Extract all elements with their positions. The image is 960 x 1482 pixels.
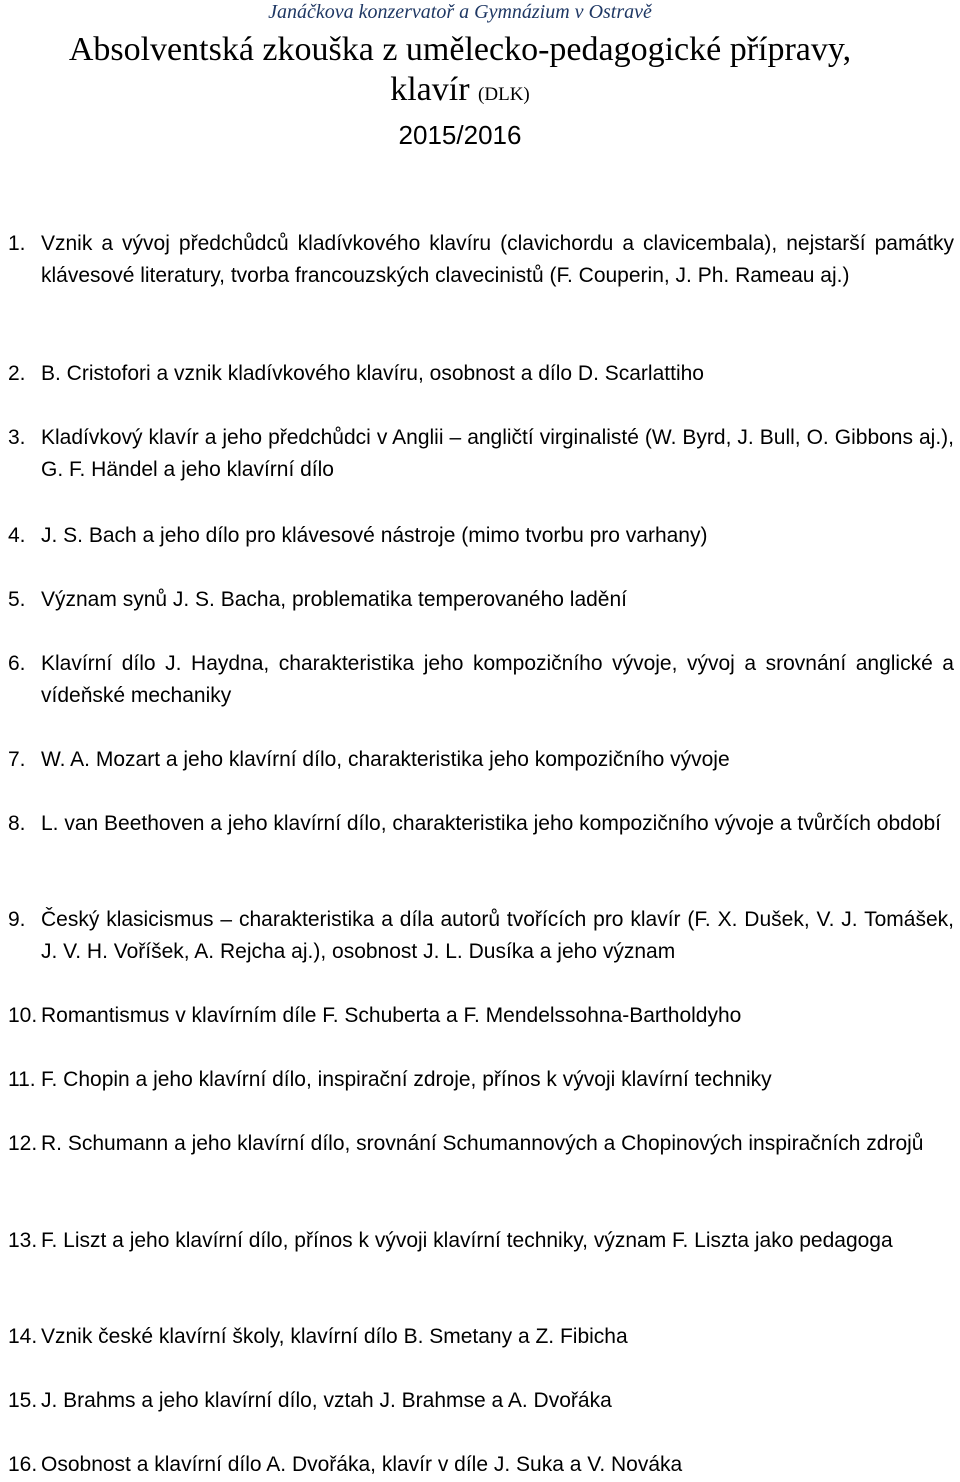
- topic-text: R. Schumann a jeho klavírní dílo, srovnání Schumannových a Chopinových inspiračních zdrojů: [41, 1132, 924, 1155]
- topic-text: B. Cristofori a vznik kladívkového klavíru, osobnost a dílo D. Scarlattiho: [41, 362, 704, 385]
- topic-number: 9.: [8, 908, 26, 931]
- topic-item: [8, 904, 954, 967]
- exam-title: [0, 30, 920, 115]
- school-name: Janáčkova konzervatoř a Gymnázium v Ostravě: [268, 1, 652, 23]
- topic-number: 15.: [8, 1389, 38, 1412]
- topic-item: [8, 228, 954, 291]
- topic-text: Vznik české klavírní školy, klavírní dílo B. Smetany a Z. Fibicha: [41, 1325, 628, 1348]
- topic-text: Kladívkový klavír a jeho předchůdci v Anglii – angličtí virginalisté (W. Byrd, J. Bull, O. Gibbons aj.), G. F. Händel a jeho klavírní dílo: [41, 426, 954, 481]
- topic-text: Romantismus v klavírním díle F. Schuberta a F. Mendelssohna-Bartholdyho: [41, 1004, 742, 1027]
- topic-number: 6.: [8, 652, 26, 675]
- topic-number: 4.: [8, 524, 26, 547]
- exam-title-line1: Absolventská zkouška z umělecko-pedagogické přípravy,: [68, 31, 852, 68]
- topic-number: 12.: [8, 1132, 38, 1155]
- topic-item: [8, 1449, 954, 1481]
- topic-text: Vznik a vývoj předchůdců kladívkového klavíru (clavichordu a clavicembala), nejstarší památky klávesové literatury, tvorba francouzských clavecinistů (F. Couperin, J. Ph. Rameau aj.): [41, 232, 954, 287]
- topic-number: 11.: [8, 1068, 36, 1091]
- topic-number: 16.: [8, 1453, 38, 1476]
- topic-number: 13.: [8, 1229, 38, 1252]
- exam-subject-code: (DLK): [478, 84, 530, 105]
- topic-item: [8, 744, 954, 776]
- topic-item: [8, 808, 954, 840]
- topic-item: [8, 648, 954, 711]
- topic-item: [8, 422, 954, 485]
- topic-number: 5.: [8, 588, 26, 611]
- topic-text: Český klasicismus – charakteristika a díla autorů tvořících pro klavír (F. X. Dušek, V. J. Tomášek, J. V. H. Voříšek, A. Rejcha aj.), osobnost J. L. Dusíka a jeho význam: [41, 908, 954, 963]
- topic-text: J. S. Bach a jeho dílo pro klávesové nástroje (mimo tvorbu pro varhany): [41, 524, 708, 547]
- topic-text: Klavírní dílo J. Haydna, charakteristika jeho kompozičního vývoje, vývoj a srovnání anglické a vídeňské mechaniky: [41, 652, 954, 707]
- topic-text: L. van Beethoven a jeho klavírní dílo, charakteristika jeho kompozičního vývoje a tvůrčích období: [41, 812, 942, 835]
- topic-item: [8, 1385, 954, 1417]
- exam-subject: klavír: [390, 71, 470, 108]
- topic-item: [8, 1128, 954, 1160]
- topic-item: [8, 1225, 954, 1257]
- topic-text: F. Liszt a jeho klavírní dílo, přínos k vývoji klavírní techniky, význam F. Liszta jako pedagoga: [41, 1229, 893, 1252]
- topic-item: [8, 1321, 954, 1353]
- topic-text: Význam synů J. S. Bacha, problematika temperovaného ladění: [41, 588, 627, 611]
- topic-number: 2.: [8, 362, 26, 385]
- topic-number: 8.: [8, 812, 26, 835]
- school-year: 2015/2016: [398, 120, 522, 150]
- topic-item: [8, 1000, 954, 1032]
- topic-item: [8, 584, 954, 616]
- topic-number: 3.: [8, 426, 26, 449]
- topic-text: F. Chopin a jeho klavírní dílo, inspirační zdroje, přínos k vývoji klavírní techniky: [41, 1068, 772, 1091]
- topic-item: [8, 358, 954, 390]
- topic-number: 10.: [8, 1004, 38, 1027]
- exam-title-line2: [0, 70, 920, 115]
- topic-text: Osobnost a klavírní dílo A. Dvořáka, klavír v díle J. Suka a V. Nováka: [41, 1453, 683, 1476]
- topic-text: J. Brahms a jeho klavírní dílo, vztah J. Brahmse a A. Dvořáka: [41, 1389, 612, 1412]
- topic-item: [8, 520, 954, 552]
- topic-number: 14.: [8, 1325, 38, 1348]
- topic-number: 7.: [8, 748, 26, 771]
- topic-item: [8, 1064, 954, 1096]
- topic-number: 1.: [8, 232, 26, 255]
- topic-text: W. A. Mozart a jeho klavírní dílo, charakteristika jeho kompozičního vývoje: [41, 748, 730, 771]
